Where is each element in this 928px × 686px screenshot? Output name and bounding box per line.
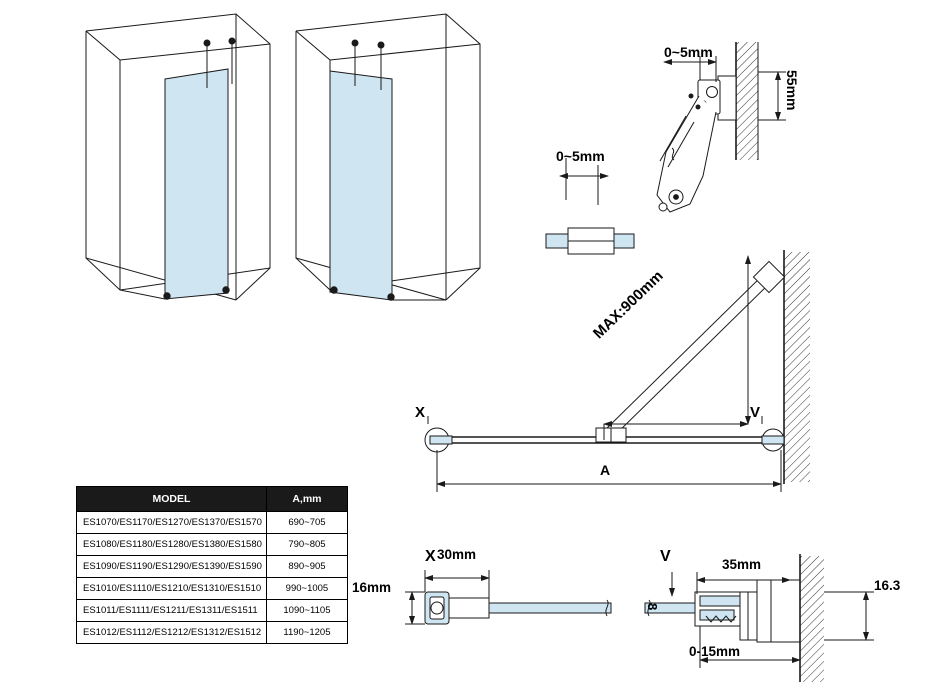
cell-a: 790~805 — [266, 534, 347, 556]
label-gap-top: 0~5mm — [664, 44, 713, 60]
label-view-v-top: V — [750, 404, 761, 421]
label-dim-a: A — [600, 462, 611, 478]
iso-view-left — [86, 14, 270, 300]
cell-a: 890~905 — [266, 556, 347, 578]
label-gap-left: 0~5mm — [556, 148, 605, 164]
table-row — [77, 600, 348, 622]
cell-model: ES1010/ES1110/ES1210/ES1310/ES1510 — [77, 578, 267, 600]
label-max-bar: MAX:900mm — [590, 267, 667, 343]
table-header-a: A,mm — [266, 487, 347, 512]
label-view-x-detail: X — [425, 548, 436, 565]
table-row — [77, 622, 348, 644]
label-view-v-detail: V — [660, 548, 671, 565]
label-profile-width: 30mm — [437, 547, 477, 562]
main-section-view — [425, 250, 810, 492]
label-bracket-height: 55mm — [784, 70, 800, 111]
label-wall-profile-height: 16.3 — [874, 578, 901, 593]
label-view-x-top: X — [415, 404, 426, 421]
table-row — [77, 578, 348, 600]
table-row — [77, 534, 348, 556]
cell-model: ES1012/ES1112/ES1212/ES1312/ES1512 — [77, 622, 267, 644]
cell-a: 990~1005 — [266, 578, 347, 600]
cell-a: 690~705 — [266, 512, 347, 534]
cell-a: 1190~1205 — [266, 622, 347, 644]
table-row — [77, 556, 348, 578]
label-wall-profile: 35mm — [722, 557, 762, 572]
model-table — [76, 486, 348, 644]
label-infinity: 8 — [645, 603, 660, 611]
cell-model: ES1090/ES1190/ES1290/ES1390/ES1590 — [77, 556, 267, 578]
detail-v — [645, 554, 874, 682]
cell-model: ES1070/ES1170/ES1270/ES1370/ES1570 — [77, 512, 267, 534]
table-row — [77, 512, 348, 534]
cell-model: ES1011/ES1111/ES1211/ES1311/ES1511 — [77, 600, 267, 622]
cell-a: 1090~1105 — [266, 600, 347, 622]
table-header-row — [77, 487, 348, 512]
table-header-model: MODEL — [77, 487, 267, 512]
cell-model: ES1080/ES1180/ES1280/ES1380/ES1580 — [77, 534, 267, 556]
label-adjust-range: 0-15mm — [689, 644, 741, 659]
detail-x — [405, 570, 611, 624]
label-profile-height: 16mm — [352, 580, 392, 595]
iso-view-right — [296, 14, 480, 300]
